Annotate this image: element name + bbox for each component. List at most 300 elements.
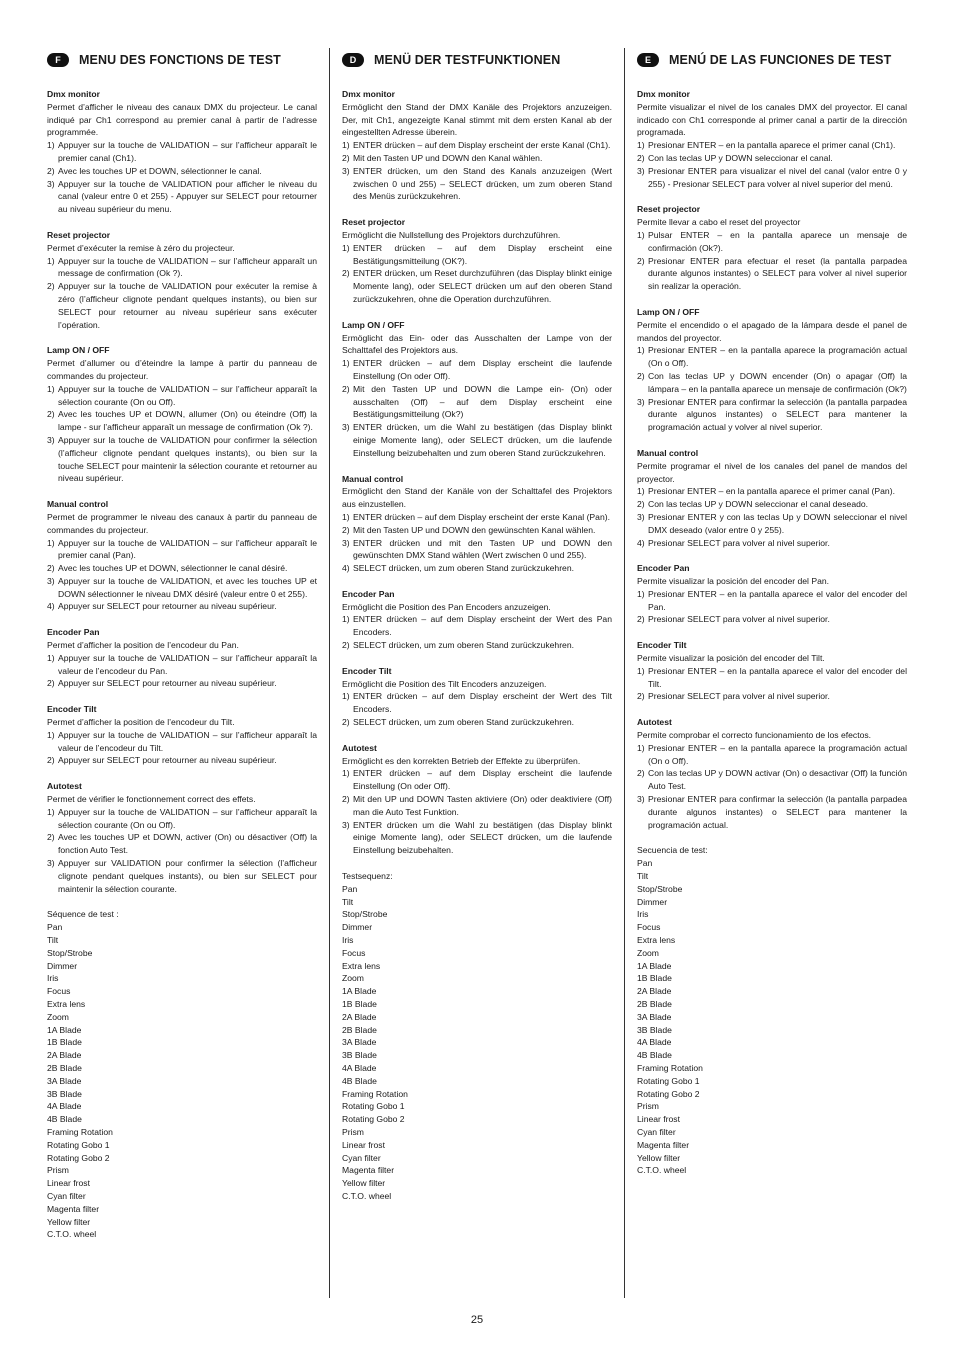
section-title: Dmx monitor [342,89,395,99]
step-item [47,537,317,563]
test-sequence-item: Iris [342,935,354,946]
section-title: Reset projector [47,229,111,240]
test-sequence-item: Tilt [47,935,59,946]
test-sequence-item: Linear frost [342,1139,385,1150]
step-text: Presionar ENTER para confirmar la selección (la pantalla parpadea durante algunos instantes) o SELECT para mantener la programación actual. [648,794,907,830]
section-description: Permite visualizar la posición del encoder del Tilt. [637,653,825,664]
step-item [47,408,317,434]
test-sequence-item: Framing Rotation [637,1062,703,1073]
section-description: Permite comprobar el correcto funcionamiento de los efectos. [637,730,872,741]
step-text: Presionar ENTER y con las teclas Up y DOWN seleccionar el nivel DMX deseado (valor entre 0 y 255). [648,511,907,535]
test-sequence-item: 1A Blade [342,986,377,997]
step-text: Presionar ENTER para visualizar el nivel del canal (valor entre 0 y 255) - Presionar SELECT para volver al nivel superior del menú. [648,165,907,189]
step-item [47,165,317,178]
test-sequence-item: Tilt [637,871,649,882]
step-text: Avec les touches UP et DOWN, allumer (On) ou éteindre (Off) la lampe - sur l’afficheur apparaît un message de confirmation (Ok ?). [58,409,317,433]
step-text: Appuyer sur SELECT pour retourner au niveau supérieur. [58,601,277,612]
section-description: Permet d’afficher le niveau des canaux DMX du projecteur. Le canal indiqué par Ch1 correspond au premier canal à partir de l’adresse programmée. [47,101,317,138]
step-text: Con las teclas UP y DOWN activar (On) o desactivar (Off) la función Auto Test. [648,768,908,792]
step-number: 1) [637,588,645,599]
step-item [637,229,907,255]
step-number: 3) [342,537,350,548]
test-sequence-item: 2A Blade [637,986,672,997]
section-title: Lamp ON / OFF [637,306,700,317]
section-description: Permet d’afficher la position de l’encodeur du Tilt. [47,717,235,728]
menu-section [47,344,317,485]
section-description: Ermöglicht das Ein- oder das Ausschalten der Lampe von der Schalttafel des Projektors aus. [342,332,612,356]
step-number: 1) [47,537,55,548]
step-text: Appuyer sur la touche de VALIDATION, et avec les touches UP et DOWN sélectionner le niveau DMX désiré (valeur entre 0 et 255). [58,575,317,599]
step-item [47,255,317,281]
step-item [47,139,317,165]
step-text: Appuyer sur la touche de VALIDATION – sur l’afficheur apparaît la valeur de l’encodeur du Pan. [58,652,317,676]
step-item [342,267,612,305]
test-sequence-item: Zoom [637,947,659,958]
step-number: 1) [47,255,55,266]
step-number: 1) [637,486,645,497]
step-text: Presionar SELECT para volver al nivel superior. [648,537,830,548]
step-item [47,600,317,613]
step-number: 1) [47,729,55,740]
test-sequence-item: Dimmer [637,896,668,907]
menu-section [47,498,317,613]
step-text: ENTER drücken um die Wahl zu bestätigen (das Display blinkt einige Momente lang), oder SELECT drücken, um die laufende Einstellung beizubehalten. [353,819,612,856]
step-number: 1) [342,768,350,779]
section-title: Autotest [637,717,672,728]
step-number: 2) [47,281,55,292]
step-text: ENTER drücken, um Reset durchzuführen (das Display blinkt einige Momente lang), oder SELECT drücken um auf den oberen Stand zurückzukehren, ohne die Operation durchzuführen. [353,268,612,304]
menu-section [47,229,317,331]
step-text: SELECT drücken, um zum oberen Stand zurückzukehren. [353,640,575,651]
test-sequence-item: Pan [637,858,653,869]
step-number: 1) [47,140,55,151]
test-sequence-item: 3A Blade [47,1075,82,1086]
test-sequence-item: 3B Blade [637,1024,672,1035]
step-number: 1) [342,242,350,253]
step-number: 2) [342,524,350,535]
step-item [342,421,612,459]
step-item [342,690,612,716]
step-item [47,383,317,409]
step-item [637,767,907,793]
step-text: Presionar ENTER – en la pantalla aparece la programación actual (On o Off). [648,742,907,766]
step-text: ENTER drücken, um den Stand des Kanals anzuzeigen (Wert zwischen 0 und 255) – SELECT drücken, um zum oberen Stand des Menüs zurückzukehren. [353,165,612,202]
step-item [342,716,612,729]
step-number: 4) [637,537,645,548]
step-number: 1) [47,652,55,663]
step-number: 3) [47,178,55,189]
test-sequence-item: 4B Blade [342,1075,377,1086]
step-number: 3) [637,165,645,176]
menu-section [342,588,612,652]
step-item [342,767,612,793]
step-number: 3) [637,794,645,805]
language-badge: E [637,53,659,67]
step-item [637,690,907,703]
test-sequence-item: 4A Blade [342,1062,377,1073]
step-item [342,383,612,421]
step-item [342,139,612,152]
step-item [637,511,907,537]
step-number: 2) [47,678,55,689]
step-item [47,434,317,485]
step-number: 2) [342,268,350,279]
step-number: 1) [342,511,350,522]
step-number: 3) [637,511,645,522]
test-sequence-item: Framing Rotation [342,1088,408,1099]
step-text: Appuyer sur SELECT pour retourner au niveau supérieur. [58,755,277,766]
section-description: Permite llevar a cabo el reset del proyector [637,217,801,228]
step-item [637,498,907,511]
test-sequence-item: 2A Blade [47,1050,82,1061]
test-sequence-item: Framing Rotation [47,1126,113,1137]
step-item [342,613,612,639]
column-divider-right [624,48,625,1298]
step-text: ENTER drücken und mit den Tasten UP und DOWN den gewünschten DMX Stand wählen (Wert zwischen 0 und 255). [353,537,612,561]
step-text: Presionar ENTER para efectuar el reset (la pantalla parpadea durante algunos instantes) o SELECT para volver al nivel superior sin realizar la operación. [648,255,907,292]
step-text: Appuyer sur SELECT pour retourner au niveau supérieur. [58,678,277,689]
step-text: Pulsar ENTER – en la pantalla aparece un mensaje de confirmación (Ok?). [648,229,907,253]
test-sequence-item: Magenta filter [342,1165,395,1176]
step-text: Presionar SELECT para volver al nivel superior. [648,614,830,625]
step-number: 3) [47,575,55,586]
test-sequence-item: Cyan filter [47,1190,86,1201]
menu-section [47,703,317,767]
test-sequence-item: Yellow filter [342,1178,386,1189]
step-text: Mit den Tasten UP und DOWN den gewünschten Kanal wählen. [353,524,596,535]
section-title: Reset projector [342,217,406,228]
column-divider-left [329,48,330,1298]
test-sequence-item: Cyan filter [342,1152,381,1163]
step-text: ENTER drücken – auf dem Display erscheint die laufende Einstellung (On oder Off). [353,768,612,792]
step-number: 4) [342,563,350,574]
test-sequence-item: Dimmer [47,960,78,971]
test-sequence-item: Linear frost [47,1178,90,1189]
section-description: Permet d’allumer ou d’éteindre la lampe à partir du panneau de commandes du projecteur. [47,358,317,381]
step-item [637,665,907,691]
test-sequence-item: 4A Blade [47,1101,82,1112]
step-text: ENTER drücken – auf dem Display erscheint der erste Kanal (Ch1). [353,140,611,151]
step-item [47,806,317,832]
test-sequence-label: Testsequenz: [342,871,393,882]
step-number: 2) [637,691,645,702]
step-text: SELECT drücken, um zum oberen Stand zurückzukehren. [353,563,575,574]
test-sequence-item: Rotating Gobo 1 [637,1075,700,1086]
step-text: Mit den UP und DOWN Tasten aktiviere (On) oder deaktiviere (Off) man die Auto Test Funktion. [353,794,612,817]
step-number: 3) [342,819,350,830]
step-number: 2) [637,768,645,779]
section-description: Permet de programmer le niveau des canaux à partir du panneau de commandes du projecteur. [47,511,317,535]
step-number: 2) [47,563,55,574]
step-item [637,537,907,550]
menu-section [637,306,907,434]
test-sequence-item: 3B Blade [342,1050,377,1061]
step-text: ENTER drücken – auf dem Display erscheint die laufende Einstellung (On oder Off). [353,358,612,381]
test-sequence-item: Focus [637,922,661,933]
step-text: Appuyer sur la touche de VALIDATION – sur l’afficheur apparaît le premier canal (Ch1). [58,140,317,163]
step-item [47,754,317,767]
test-sequence-item: 2B Blade [637,999,672,1009]
step-number: 1) [637,229,645,240]
test-sequence-item: Magenta filter [47,1203,100,1214]
test-sequence-item: Focus [47,986,71,997]
step-number: 1) [637,140,645,151]
test-sequence-item: Pan [47,922,63,933]
step-item [47,562,317,575]
step-number: 2) [637,152,645,163]
step-item [47,729,317,755]
step-number: 2) [637,370,645,381]
section-title: Manual control [637,447,699,458]
test-sequence-item: 3B Blade [47,1088,82,1099]
step-item [342,793,612,819]
section-title: Dmx monitor [637,89,690,99]
test-sequence-item: Rotating Gobo 1 [47,1139,110,1150]
step-number: 1) [342,358,350,369]
menu-section [637,716,907,831]
section-title: Dmx monitor [47,89,100,99]
column-header [47,48,317,72]
step-item [342,819,612,857]
section-description: Ermöglicht die Position des Tilt Encoders anzuzeigen. [342,678,547,689]
section-title: Lamp ON / OFF [342,319,405,330]
step-number: 1) [637,742,645,753]
menu-section [342,88,612,203]
menu-section [342,665,612,729]
test-sequence-item: Prism [342,1126,364,1137]
section-description: Permite visualizar la posición del encoder del Pan. [637,576,830,587]
step-number: 1) [637,665,645,676]
section-title: Manual control [47,499,109,510]
test-sequence-item: Tilt [342,896,354,907]
column-title: MENÚ DE LAS FUNCIONES DE TEST [669,53,892,67]
section-description: Ermöglicht den Stand der Kanäle von der Schalttafel des Projektors aus einzustellen. [342,486,612,510]
step-number: 1) [342,140,350,151]
column-spanish [637,48,907,1177]
step-number: 2) [47,832,55,843]
section-description: Ermöglicht den Stand der DMX Kanäle des Projektors anzuzeigen. Der, mit Ch1, angezeigte Kanal stimmt mit dem ersten Kanal ab der eingestellten Adresse überein. [342,101,612,138]
step-text: Avec les touches UP et DOWN, activer (On) ou désactiver (Off) la fonction Auto Test. [58,832,317,856]
step-text: Con las teclas UP y DOWN seleccionar el canal. [648,152,833,163]
step-item [47,280,317,331]
section-title: Encoder Tilt [637,640,687,651]
test-sequence-item: Magenta filter [637,1139,690,1150]
test-sequence-label: Secuencia de test: [637,845,708,856]
step-text: Appuyer sur la touche de VALIDATION – sur l’afficheur apparaît le premier canal (Pan). [58,537,317,561]
test-sequence-item: Cyan filter [637,1126,676,1137]
test-sequence-item: Yellow filter [47,1216,91,1227]
column-title: MENU DES FONCTIONS DE TEST [79,53,281,67]
step-text: Presionar ENTER – en la pantalla aparece el primer canal (Ch1). [648,140,896,151]
test-sequence-item: 2B Blade [47,1062,82,1073]
step-text: Presionar SELECT para volver al nivel superior. [648,691,830,702]
test-sequence-item: Prism [47,1165,69,1176]
step-text: Appuyer sur la touche de VALIDATION – sur l’afficheur apparaît un message de confirmation (Ok ?). [58,255,317,279]
test-sequence-item: Yellow filter [637,1152,681,1163]
test-sequence-item: Rotating Gobo 1 [342,1101,405,1112]
step-text: Presionar ENTER para confirmar la selección (la pantalla parpadea durante algunos instantes) o SELECT para mantener la programación actual y volver al nivel superior. [648,396,907,433]
step-number: 2) [342,717,350,728]
menu-section [637,203,907,293]
step-item [47,857,317,895]
step-text: Mit den Tasten UP und DOWN die Lampe ein- (On) oder ausschalten (Off) – auf dem Display erscheint eine Bestätigungsmitteilung (Ok?) [353,383,612,420]
step-number: 2) [47,165,55,176]
step-text: ENTER drücken, um die Wahl zu bestätigen (das Display blinkt einige Momente lang), oder SELECT drücken, um die laufende Einstellung beizubehalten und zum oberen Stand zurückzukehren. [353,422,612,458]
step-item [342,537,612,563]
test-sequence-item: Extra lens [342,960,381,971]
section-description: Permet d’exécuter la remise à zéro du projecteur. [47,242,235,253]
menu-section [342,742,612,857]
step-item [637,344,907,370]
step-item [47,677,317,690]
test-sequence-item: Pan [342,883,358,894]
step-text: ENTER drücken – auf dem Display erscheint der erste Kanal (Pan). [353,511,610,522]
test-sequence-item: Stop/Strobe [637,883,683,894]
section-title: Encoder Pan [342,588,395,599]
menu-section [342,319,612,460]
step-text: Con las teclas UP y DOWN seleccionar el canal deseado. [648,499,869,510]
step-text: Appuyer sur VALIDATION pour confirmer la sélection (l’afficheur clignote pendant quelques instants), ou bien sur SELECT pour maintenir la sélection courante. [58,858,317,894]
step-number: 2) [637,614,645,625]
section-title: Encoder Pan [637,563,690,574]
step-number: 2) [637,255,645,266]
step-item [637,152,907,165]
step-item [637,588,907,614]
test-sequence-item: 1A Blade [47,1024,82,1035]
step-item [47,652,317,678]
menu-section [637,447,907,549]
test-sequence-item: 4B Blade [637,1050,672,1061]
step-text: Presionar ENTER – en la pantalla aparece la programación actual (On o Off). [648,345,907,369]
menu-section [637,639,907,703]
page-number: 25 [470,1314,484,1326]
step-number: 3) [637,396,645,407]
step-number: 2) [342,640,350,651]
step-text: ENTER drücken – auf dem Display erscheint der Wert des Pan Encoders. [353,614,612,638]
step-item [637,793,907,831]
step-text: Presionar ENTER – en la pantalla aparece el valor del encoder del Pan. [648,588,907,612]
test-sequence-item: Iris [47,973,59,984]
step-text: Appuyer sur la touche de VALIDATION pour exécuter la remise à zéro (l’afficheur clignote pendant quelques instants), ou bien sur SELECT pour retourner au niveau supérieur sans exécuter l’opération. [58,281,317,330]
test-sequence-item: Dimmer [342,922,373,933]
test-sequence-item: Focus [342,947,366,958]
test-sequence-item: Rotating Gobo 2 [47,1152,110,1163]
step-item [637,396,907,434]
step-item [47,178,317,216]
step-number: 1) [342,691,350,702]
test-sequence-item: Extra lens [637,935,676,946]
step-number: 2) [637,499,645,510]
step-text: Con las teclas UP y DOWN encender (On) o apagar (Off) la lámpara – en la pantalla aparece un mensaje de confirmación (Ok?) [648,370,907,394]
column-german [342,48,612,1203]
language-badge: D [342,53,364,67]
step-text: ENTER drücken – auf dem Display erscheint eine Bestätigungsmitteilung (OK?). [353,242,612,266]
test-sequence-item: Rotating Gobo 2 [342,1114,405,1125]
menu-section [47,88,317,216]
section-title: Lamp ON / OFF [47,345,110,356]
step-number: 3) [47,434,55,445]
test-sequence-item: 1B Blade [342,999,377,1009]
step-text: SELECT drücken, um zum oberen Stand zurückzukehren. [353,717,575,728]
step-number: 1) [47,383,55,394]
test-sequence-item: 1B Blade [47,1037,82,1048]
menu-section [342,216,612,306]
step-text: Avec les touches UP et DOWN, sélectionner le canal désiré. [58,563,288,574]
test-sequence-item: 4B Blade [47,1114,82,1125]
test-sequence-item: Stop/Strobe [47,947,93,958]
step-text: Mit den Tasten UP und DOWN den Kanal wählen. [353,152,543,163]
test-sequence-item: 2A Blade [342,1011,377,1022]
step-item [342,165,612,203]
step-item [342,357,612,383]
section-description: Permite el encendido o el apagado de la lámpara desde el panel de mandos del proyector. [637,319,907,343]
step-item [47,575,317,601]
step-number: 3) [342,422,350,433]
step-text: Presionar ENTER – en la pantalla aparece el primer canal (Pan). [648,486,895,497]
section-title: Manual control [342,473,404,484]
step-item [342,152,612,165]
step-text: Appuyer sur la touche de VALIDATION – sur l’afficheur apparaît la sélection courante (On ou Off). [58,806,317,830]
test-sequence-item: 1B Blade [637,973,672,984]
test-sequence-item: Linear frost [637,1114,680,1125]
section-description: Ermöglicht die Nullstellung des Projektors durchzuführen. [342,229,561,240]
section-description: Permet de vérifier le fonctionnement correct des effets. [47,794,256,805]
test-sequence-item: Zoom [47,1011,69,1022]
menu-section [342,473,612,575]
step-item [637,255,907,293]
section-title: Reset projector [637,204,701,215]
step-number: 2) [47,409,55,420]
step-item [637,742,907,768]
step-item [637,139,907,152]
section-title: Encoder Tilt [47,704,97,715]
step-number: 1) [342,614,350,625]
step-text: Presionar ENTER – en la pantalla aparece el valor del encoder del Tilt. [648,665,907,689]
test-sequence-item: 2B Blade [342,1024,377,1035]
step-item [637,613,907,626]
step-item [342,524,612,537]
step-text: ENTER drücken – auf dem Display erscheint der Wert des Tilt Encoders. [353,691,612,715]
step-number: 4) [47,601,55,612]
column-header [342,48,612,72]
step-item [47,831,317,857]
step-item [637,370,907,396]
step-item [637,165,907,191]
section-title: Autotest [47,781,82,792]
test-sequence-item: Stop/Strobe [342,909,388,920]
section-title: Encoder Pan [47,627,100,638]
section-title: Encoder Tilt [342,665,392,676]
step-text: Appuyer sur la touche de VALIDATION pour afficher le niveau du canal (valeur entre 0 et 255) - Appuyer sur SELECT pour retourner au niveau supérieur du menu. [58,178,317,215]
column-header [637,48,907,72]
menu-section [47,626,317,690]
step-text: Appuyer sur la touche de VALIDATION – sur l’afficheur apparaît la sélection courante (On ou Off). [58,383,317,407]
step-number: 2) [342,383,350,394]
step-item [637,485,907,498]
step-text: Appuyer sur la touche de VALIDATION pour confirmer la sélection (l’afficheur clignote pendant quelques instants), ou bien sur la touche SELECT pour maintenir la sélection courante et retourner au niveau supérieur. [58,434,317,484]
test-sequence-item: Zoom [342,973,364,984]
section-description: Permite programar el nivel de los canales del panel de mandos del proyector. [637,460,907,484]
menu-section [637,88,907,190]
menu-section [47,780,317,895]
step-text: Appuyer sur la touche de VALIDATION – sur l’afficheur apparaît la valeur de l’encodeur du Tilt. [58,729,317,753]
test-sequence-item: Iris [637,909,649,920]
test-sequence-item: Rotating Gobo 2 [637,1088,700,1099]
test-sequence-label: Séquence de test : [47,909,119,920]
test-sequence-item: 3A Blade [342,1037,377,1048]
section-description: Ermöglicht die Position des Pan Encoders anzuzeigen. [342,601,551,612]
column-french [47,48,317,1241]
